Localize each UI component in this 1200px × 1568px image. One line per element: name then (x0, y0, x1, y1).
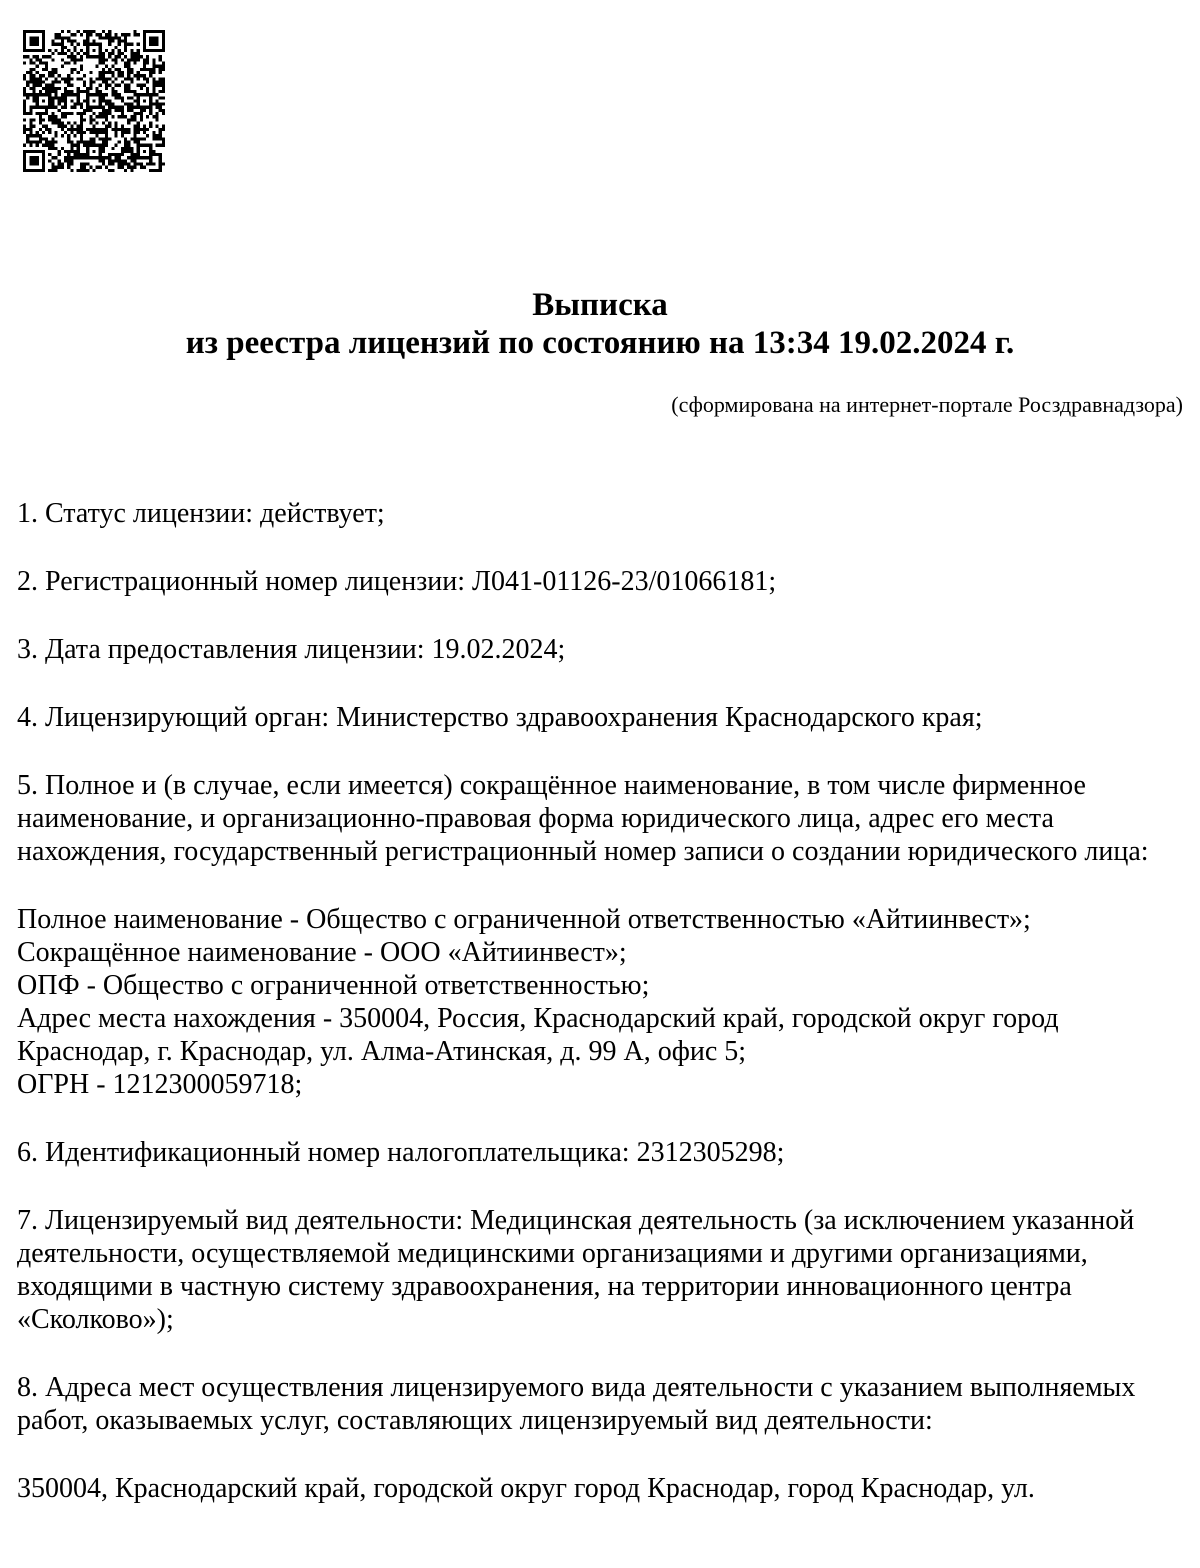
licensed-activity-item (17, 1204, 1183, 1336)
org-short-name: Сокращённое наименование - ООО «Айтиинвест»; (17, 937, 627, 968)
item8-line: работ, оказываемых услуг, составляющих лицензируемый вид деятельности: (17, 1405, 933, 1436)
license-date-item: 3. Дата предоставления лицензии: 19.02.2024; (17, 634, 566, 665)
item5-line: 5. Полное и (в случае, если имеется) сокращённое наименование, в том числе фирменное (17, 770, 1086, 801)
title-line-2: из реестра лицензий по состоянию на 13:34 19.02.2024 г. (185, 325, 1015, 361)
qr-code (23, 30, 165, 172)
item7-line: 7. Лицензируемый вид деятельности: Медицинская деятельность (за исключением указанной (17, 1205, 1135, 1236)
document-title (0, 286, 1200, 362)
org-ogrn: ОГРН - 1212300059718; (17, 1069, 303, 1100)
item5-line: наименование, и организационно-правовая форма юридического лица, адрес его места (17, 803, 1054, 834)
document-subtitle: (сформирована на интернет-портале Росздравнадзора) (671, 392, 1183, 417)
item8-line: 8. Адреса мест осуществления лицензируемого вида деятельности с указанием выполняемых (17, 1372, 1136, 1403)
licensing-authority-item: 4. Лицензирующий орган: Министерство здравоохранения Краснодарского края; (17, 702, 983, 733)
document-body (17, 497, 1183, 1505)
organization-details (17, 903, 1183, 1101)
organization-name-heading (17, 769, 1183, 868)
item7-line: деятельности, осуществляемой медицинскими организациями и другими организациями, (17, 1238, 1088, 1269)
activity-addresses-heading (17, 1371, 1183, 1437)
registration-number-item: 2. Регистрационный номер лицензии: Л041-01126-23/01066181; (17, 566, 777, 597)
org-legal-form: ОПФ - Общество с ограниченной ответственностью; (17, 970, 650, 1001)
org-address-line: Краснодар, г. Краснодар, ул. Алма-Атинская, д. 99 А, офис 5; (17, 1036, 747, 1067)
item7-line: входящими в частную систему здравоохранения, на территории инновационного центра (17, 1271, 1072, 1302)
license-status-item: 1. Статус лицензии: действует; (17, 498, 385, 529)
title-line-1: Выписка (532, 287, 668, 323)
item7-line: «Сколково»); (17, 1304, 174, 1335)
taxpayer-number-item: 6. Идентификационный номер налогоплательщика: 2312305298; (17, 1137, 785, 1168)
activity-address-line: 350004, Краснодарский край, городской округ город Краснодар, город Краснодар, ул. (17, 1473, 1035, 1504)
org-address-line: Адрес места нахождения - 350004, Россия, Краснодарский край, городской округ город (17, 1003, 1059, 1034)
org-full-name: Полное наименование - Общество с ограниченной ответственностью «Айтиинвест»; (17, 904, 1031, 935)
item5-line: нахождения, государственный регистрационный номер записи о создании юридического лица: (17, 836, 1149, 867)
